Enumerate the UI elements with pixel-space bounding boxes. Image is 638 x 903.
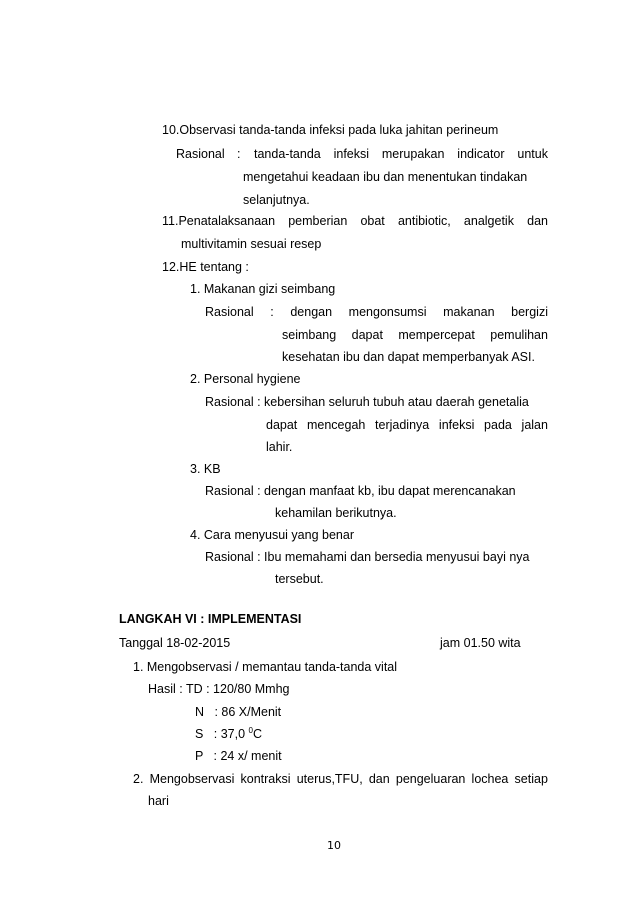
item-10-rasional-label: Rasional [176, 147, 225, 161]
word: dan [527, 214, 548, 228]
implementation-date: Tanggal 18-02-2015 [119, 636, 231, 650]
word: dapat [266, 418, 298, 432]
word: seimbang [282, 328, 337, 342]
item-10-rationale-line3: selanjutnya. [243, 193, 310, 207]
word: dan [368, 772, 390, 786]
item-10-separator: : [237, 147, 241, 161]
vital-s [195, 726, 262, 742]
word: kontraksi [240, 772, 291, 786]
vital-s-unit: C [252, 727, 262, 741]
word: pada [484, 418, 512, 432]
word: mempercepat [398, 328, 475, 342]
sub2-rationale-line1: Rasional : kebersihan seluruh tubuh atau daerah genetalia [205, 395, 529, 409]
word: makanan [443, 305, 495, 319]
item-10-rationale-line2: mengetahui keadaan ibu dan menentukan tindakan [243, 170, 528, 184]
word: tanda-tanda [254, 147, 321, 161]
word: uterus,TFU, [296, 772, 363, 786]
sub3-rationale-line2: kehamilan berikutnya. [275, 506, 397, 520]
degree-superscript: 0 [248, 726, 253, 735]
word: merupakan [381, 147, 445, 161]
word: Rasional [205, 305, 254, 319]
step-2-line2: hari [148, 794, 169, 808]
item-12-title: 12.HE tentang : [162, 260, 249, 274]
item-11-line1 [162, 213, 548, 229]
word: 2. [133, 772, 144, 786]
word: jalan [521, 418, 548, 432]
vital-s-value: S : 37,0 [195, 727, 249, 741]
word: dapat [351, 328, 383, 342]
word: infeksi [333, 147, 370, 161]
vital-p: P : 24 x/ menit [195, 749, 282, 763]
item-10-rationale-line1 [254, 146, 548, 162]
word: mengonsumsi [348, 305, 427, 319]
sub2-rationale-line2 [266, 417, 548, 433]
word: pemulihan [490, 328, 548, 342]
word: obat [360, 214, 385, 228]
step-2-line1 [133, 771, 548, 787]
page-number: 10 [327, 839, 341, 852]
sub4-rationale-line1: Rasional : Ibu memahami dan bersedia menyusui bayi nya [205, 550, 530, 564]
word: analgetik [463, 214, 514, 228]
word: pemberian [288, 214, 348, 228]
sub3-rationale-line1: Rasional : dengan manfaat kb, ibu dapat merencanakan [205, 484, 516, 498]
sub1-title: 1. Makanan gizi seimbang [190, 282, 336, 296]
sub1-rationale-line1 [205, 304, 548, 320]
word: dengan [290, 305, 333, 319]
word: antibiotic, [397, 214, 451, 228]
section-heading: LANGKAH VI : IMPLEMENTASI [119, 612, 302, 626]
word: untuk [517, 147, 548, 161]
vital-td: Hasil : TD : 120/80 Mmhg [148, 682, 290, 696]
sub1-rationale-line2 [282, 327, 548, 343]
word: terjadinya [375, 418, 430, 432]
sub4-title: 4. Cara menyusui yang benar [190, 528, 354, 542]
word: 11.Penatalaksanaan [162, 214, 276, 228]
word: indicator [457, 147, 505, 161]
word: pengeluaran [395, 772, 466, 786]
sub2-rationale-line3: lahir. [266, 440, 293, 454]
sub3-title: 3. KB [190, 462, 221, 476]
sub4-rationale-line2: tersebut. [275, 572, 324, 586]
step-1: 1. Mengobservasi / memantau tanda-tanda vital [133, 660, 398, 674]
item-11-line2: multivitamin sesuai resep [181, 237, 322, 251]
word: bergizi [511, 305, 548, 319]
vital-n: N : 86 X/Menit [195, 705, 282, 719]
word: lochea [471, 772, 509, 786]
word: infeksi [438, 418, 475, 432]
word: Mengobservasi [149, 772, 235, 786]
sub2-title: 2. Personal hygiene [190, 372, 301, 386]
sub1-rationale-line3: kesehatan ibu dan dapat memperbanyak ASI. [282, 350, 535, 364]
word: mencegah [306, 418, 366, 432]
word: : [270, 305, 274, 319]
word: setiap [514, 772, 548, 786]
implementation-time: jam 01.50 wita [440, 636, 521, 650]
item-10-title: 10.Observasi tanda-tanda infeksi pada luka jahitan perineum [162, 123, 499, 137]
